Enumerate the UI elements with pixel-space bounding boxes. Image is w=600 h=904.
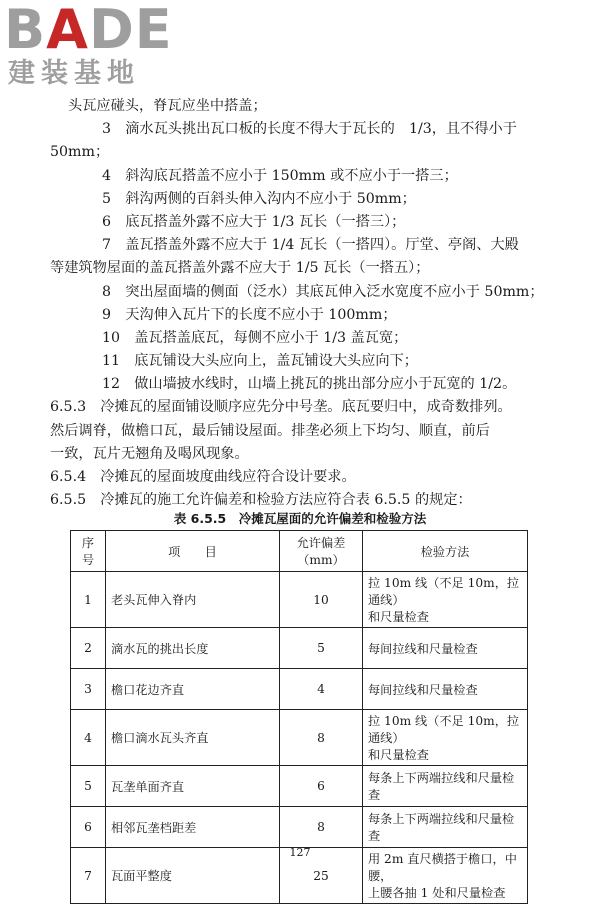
text-line: 11 底瓦铺设大头应向上，盖瓦铺设大头应向下； bbox=[102, 353, 418, 370]
text-line: 50mm； bbox=[50, 144, 110, 161]
text-line: 6.5.5 冷摊瓦的施工允许偏差和检验方法应符合表 6.5.5 的规定： bbox=[50, 492, 472, 509]
text-line: 9 天沟伸入瓦片下的长度不应小于 100mm； bbox=[102, 306, 397, 323]
cell-tolerance: 8 bbox=[280, 807, 363, 848]
text-line: 8 突出屋面墙的侧面（泛水）其底瓦伸入泛水宽度不应小于 50mm； bbox=[102, 283, 544, 300]
text-line: 12 做山墙披水线时，山墙上挑瓦的挑出部分应小于瓦宽的 1/2。 bbox=[102, 376, 517, 393]
cell-item: 滴水瓦的挑出长度 bbox=[106, 628, 280, 669]
logo-subtitle: 建装基地 bbox=[8, 58, 140, 89]
cell-no: 5 bbox=[71, 766, 106, 807]
text-line: 然后调脊，做檐口瓦，最后铺设屋面。排垄必须上下均匀、顺直，前后 bbox=[50, 422, 490, 439]
table-row bbox=[71, 628, 528, 669]
cell-item: 老头瓦伸入脊内 bbox=[106, 572, 280, 628]
cell-item: 檐口花边齐直 bbox=[106, 669, 280, 710]
header-method: 检验方法 bbox=[363, 531, 528, 572]
cell-tolerance: 8 bbox=[280, 710, 363, 766]
table-title: 表 6.5.5 冷摊瓦屋面的允许偏差和检验方法 bbox=[173, 511, 427, 526]
text-line: 6.5.3 冷摊瓦的屋面铺设顺序应先分中号垄。底瓦要归中，成奇数排列。 bbox=[50, 399, 512, 416]
header-tolerance: 允许偏差 （mm） bbox=[280, 531, 363, 572]
table-row bbox=[71, 669, 528, 710]
cell-no: 3 bbox=[71, 669, 106, 710]
cell-tolerance: 10 bbox=[280, 572, 363, 628]
table-row bbox=[71, 807, 528, 848]
cell-method: 用 2m 直尺横搭于檐口，中腰， 上腰各抽 1 处和尺量检查 bbox=[363, 848, 528, 904]
cell-tolerance: 25 bbox=[280, 848, 363, 904]
cell-item: 瓦面平整度 bbox=[106, 848, 280, 904]
header-item: 项 目 bbox=[106, 531, 280, 572]
cell-no: 4 bbox=[71, 710, 106, 766]
cell-no: 6 bbox=[71, 807, 106, 848]
cell-method: 拉 10m 线（不足 10m，拉通线） 和尺量检查 bbox=[363, 572, 528, 628]
text-line: 一致，瓦片无翘角及喝风现象。 bbox=[50, 445, 249, 462]
text-line: 6.5.4 冷摊瓦的屋面坡度曲线应符合设计要求。 bbox=[50, 469, 356, 485]
cell-method: 每条上下两端拉线和尺量检查 bbox=[363, 807, 528, 848]
text-line: 4 斜沟底瓦搭盖不应小于 150mm 或不应小于一搭三； bbox=[102, 167, 458, 184]
cell-method: 每间拉线和尺量检查 bbox=[363, 669, 528, 710]
cell-item: 檐口滴水瓦头齐直 bbox=[106, 710, 280, 766]
table-header-row bbox=[71, 531, 528, 572]
cell-tolerance: 4 bbox=[280, 669, 363, 710]
cell-item: 瓦垄单面齐直 bbox=[106, 766, 280, 807]
cell-no: 1 bbox=[71, 572, 106, 628]
text-line: 头瓦应碰头，脊瓦应坐中搭盖； bbox=[68, 98, 267, 114]
header-no: 序 号 bbox=[71, 531, 106, 572]
cell-method: 每间拉线和尺量检查 bbox=[363, 628, 528, 669]
text-line: 5 斜沟两侧的百斜头伸入沟内不应小于 50mm； bbox=[102, 190, 416, 207]
table-row bbox=[71, 710, 528, 766]
cell-item: 相邻瓦垄档距差 bbox=[106, 807, 280, 848]
cell-no: 2 bbox=[71, 628, 106, 669]
page-number: 127 bbox=[289, 846, 311, 859]
text-line: 等建筑物屋面的盖瓦搭盖外露不应大于 1/5 瓦长（一搭五）； bbox=[50, 260, 430, 277]
logo-wordmark: BADE bbox=[4, 0, 173, 61]
text-line: 10 盖瓦搭盖底瓦，每侧不应小于 1/3 盖瓦宽； bbox=[102, 329, 408, 346]
body-text bbox=[50, 95, 548, 512]
table-row bbox=[71, 572, 528, 628]
cell-no: 7 bbox=[71, 848, 106, 904]
table-row bbox=[71, 766, 528, 807]
text-line: 6 底瓦搭盖外露不应大于 1/3 瓦长（一搭三）； bbox=[102, 213, 406, 230]
text-line: 7 盖瓦搭盖外露不应大于 1/4 瓦长（一搭四）。厅堂、亭阁、大殿 bbox=[102, 237, 519, 254]
cell-tolerance: 6 bbox=[280, 766, 363, 807]
cell-tolerance: 5 bbox=[280, 628, 363, 669]
cell-method: 每条上下两端拉线和尺量检查 bbox=[363, 766, 528, 807]
text-line: 3 滴水瓦头挑出瓦口板的长度不得大于瓦长的 1/3，且不得小于 bbox=[102, 121, 517, 138]
cell-method: 拉 10m 线（不足 10m，拉通线） 和尺量检查 bbox=[363, 710, 528, 766]
logo bbox=[4, 2, 173, 90]
